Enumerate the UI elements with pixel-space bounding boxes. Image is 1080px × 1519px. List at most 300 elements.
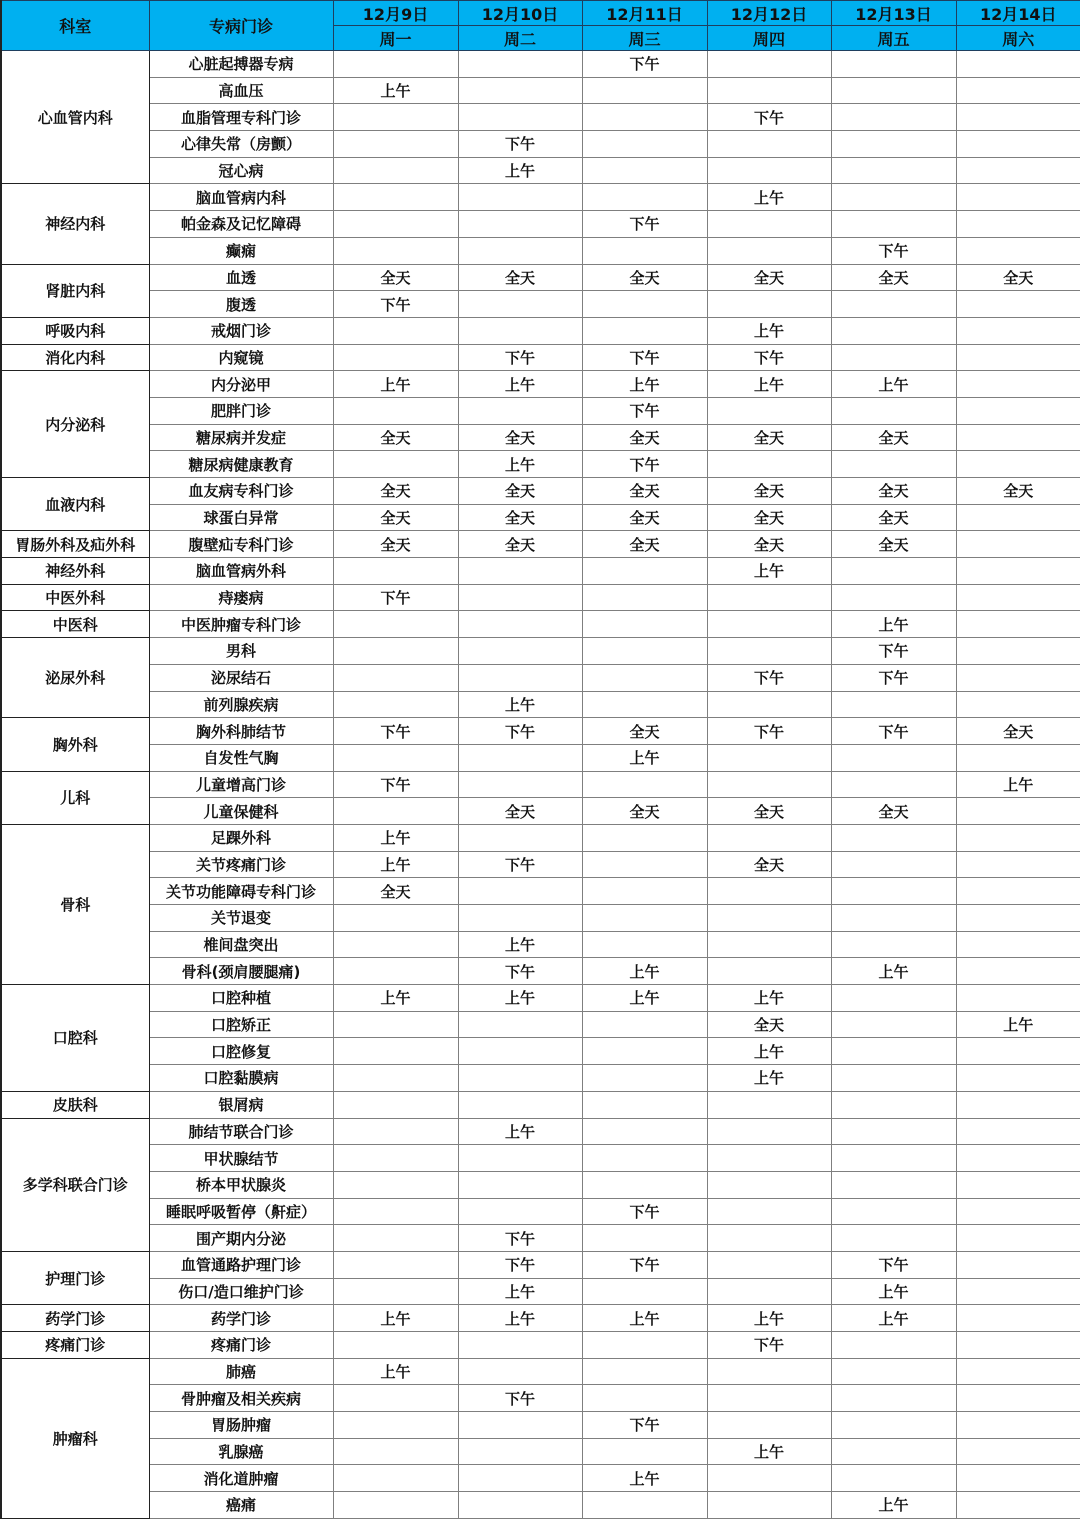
schedule-cell — [333, 611, 458, 638]
table-row — [1, 718, 1080, 745]
schedule-cell — [707, 237, 831, 264]
clinic-name-cell: 桥本甲状腺炎 — [149, 1171, 333, 1198]
schedule-cell: 全天 — [458, 531, 582, 558]
schedule-cell: 下午 — [458, 718, 582, 745]
clinic-name-cell: 血透 — [149, 264, 333, 291]
schedule-cell — [707, 1492, 831, 1519]
table-row — [1, 1198, 1080, 1225]
schedule-cell — [956, 558, 1080, 585]
schedule-cell — [333, 744, 458, 771]
schedule-cell — [956, 131, 1080, 158]
schedule-cell — [956, 51, 1080, 78]
schedule-cell — [956, 584, 1080, 611]
schedule-cell — [333, 558, 458, 585]
department-cell: 消化内科 — [1, 344, 149, 371]
table-row — [1, 958, 1080, 985]
table-row — [1, 1225, 1080, 1252]
schedule-cell — [458, 558, 582, 585]
schedule-cell — [831, 931, 956, 958]
schedule-cell — [956, 1332, 1080, 1359]
clinic-column-header: 专病门诊 — [149, 1, 333, 51]
schedule-cell: 全天 — [582, 531, 707, 558]
schedule-cell: 全天 — [831, 504, 956, 531]
schedule-cell — [333, 1492, 458, 1519]
schedule-cell — [956, 1091, 1080, 1118]
schedule-cell — [956, 1385, 1080, 1412]
schedule-cell — [707, 638, 831, 665]
schedule-cell — [458, 1438, 582, 1465]
table-row — [1, 1358, 1080, 1385]
clinic-name-cell: 胃肠肿瘤 — [149, 1412, 333, 1439]
schedule-cell — [582, 691, 707, 718]
schedule-cell — [333, 638, 458, 665]
clinic-name-cell: 乳腺癌 — [149, 1438, 333, 1465]
schedule-cell — [956, 744, 1080, 771]
schedule-cell — [582, 1332, 707, 1359]
schedule-cell — [956, 1198, 1080, 1225]
schedule-cell: 上午 — [333, 77, 458, 104]
schedule-cell — [831, 1465, 956, 1492]
department-cell: 神经内科 — [1, 184, 149, 264]
schedule-cell: 上午 — [707, 558, 831, 585]
schedule-cell — [582, 1171, 707, 1198]
schedule-cell: 下午 — [582, 1251, 707, 1278]
schedule-cell — [582, 1225, 707, 1252]
schedule-cell — [458, 1465, 582, 1492]
schedule-cell — [458, 905, 582, 932]
clinic-name-cell: 药学门诊 — [149, 1305, 333, 1332]
schedule-cell: 下午 — [458, 344, 582, 371]
schedule-cell: 上午 — [831, 1278, 956, 1305]
schedule-cell — [458, 184, 582, 211]
schedule-cell — [582, 1065, 707, 1092]
clinic-name-cell: 腹壁疝专科门诊 — [149, 531, 333, 558]
weekday-header: 周四 — [707, 26, 831, 51]
schedule-cell: 下午 — [458, 851, 582, 878]
schedule-cell — [582, 611, 707, 638]
schedule-cell — [956, 397, 1080, 424]
schedule-cell — [956, 611, 1080, 638]
schedule-cell: 上午 — [458, 157, 582, 184]
schedule-cell: 下午 — [831, 237, 956, 264]
schedule-cell — [458, 638, 582, 665]
schedule-cell — [707, 1358, 831, 1385]
table-row — [1, 851, 1080, 878]
schedule-cell — [707, 131, 831, 158]
schedule-cell — [831, 558, 956, 585]
schedule-cell — [582, 905, 707, 932]
schedule-cell — [831, 1385, 956, 1412]
date-header: 12月12日 — [707, 1, 831, 26]
clinic-name-cell: 心脏起搏器专病 — [149, 51, 333, 78]
schedule-cell — [707, 905, 831, 932]
schedule-cell — [458, 744, 582, 771]
date-header: 12月11日 — [582, 1, 707, 26]
schedule-cell — [707, 1251, 831, 1278]
table-row — [1, 878, 1080, 905]
schedule-cell — [831, 104, 956, 131]
schedule-cell — [582, 1091, 707, 1118]
schedule-cell: 下午 — [582, 1198, 707, 1225]
schedule-cell — [333, 157, 458, 184]
schedule-cell — [582, 77, 707, 104]
schedule-cell — [956, 1251, 1080, 1278]
schedule-cell — [707, 157, 831, 184]
schedule-cell — [707, 397, 831, 424]
schedule-cell: 上午 — [582, 1465, 707, 1492]
schedule-cell: 下午 — [582, 1412, 707, 1439]
schedule-cell: 上午 — [333, 371, 458, 398]
schedule-cell — [831, 211, 956, 238]
schedule-cell — [956, 1412, 1080, 1439]
schedule-cell: 全天 — [458, 424, 582, 451]
schedule-cell: 全天 — [582, 264, 707, 291]
clinic-name-cell: 痔瘘病 — [149, 584, 333, 611]
clinic-name-cell: 男科 — [149, 638, 333, 665]
schedule-cell — [707, 1198, 831, 1225]
schedule-cell — [582, 1358, 707, 1385]
schedule-cell — [831, 1011, 956, 1038]
department-cell: 骨科 — [1, 824, 149, 984]
schedule-cell: 上午 — [831, 611, 956, 638]
schedule-cell — [956, 237, 1080, 264]
schedule-cell: 下午 — [333, 291, 458, 318]
schedule-cell: 上午 — [333, 824, 458, 851]
clinic-name-cell: 关节疼痛门诊 — [149, 851, 333, 878]
schedule-cell: 全天 — [458, 478, 582, 505]
clinic-name-cell: 帕金森及记忆障碍 — [149, 211, 333, 238]
schedule-cell — [707, 824, 831, 851]
schedule-cell: 下午 — [707, 104, 831, 131]
clinic-name-cell: 内分泌甲 — [149, 371, 333, 398]
schedule-cell — [707, 744, 831, 771]
clinic-name-cell: 前列腺疾病 — [149, 691, 333, 718]
schedule-cell — [458, 1171, 582, 1198]
clinic-name-cell: 睡眠呼吸暂停（鼾症） — [149, 1198, 333, 1225]
schedule-cell: 上午 — [831, 371, 956, 398]
schedule-cell — [831, 905, 956, 932]
schedule-cell: 上午 — [458, 985, 582, 1012]
schedule-cell: 上午 — [582, 371, 707, 398]
clinic-name-cell: 冠心病 — [149, 157, 333, 184]
schedule-cell — [333, 798, 458, 825]
schedule-cell — [582, 1145, 707, 1172]
schedule-cell: 上午 — [831, 1305, 956, 1332]
table-row — [1, 1038, 1080, 1065]
schedule-cell — [333, 1332, 458, 1359]
date-header: 12月9日 — [333, 1, 458, 26]
schedule-cell — [582, 184, 707, 211]
schedule-cell — [707, 1145, 831, 1172]
department-cell: 疼痛门诊 — [1, 1332, 149, 1359]
schedule-cell: 全天 — [582, 798, 707, 825]
schedule-cell — [956, 691, 1080, 718]
schedule-cell: 上午 — [831, 958, 956, 985]
schedule-cell: 上午 — [458, 931, 582, 958]
schedule-cell — [582, 558, 707, 585]
schedule-cell: 全天 — [956, 478, 1080, 505]
schedule-cell — [458, 51, 582, 78]
schedule-cell: 上午 — [707, 1038, 831, 1065]
department-cell: 皮肤科 — [1, 1091, 149, 1118]
schedule-cell: 上午 — [333, 851, 458, 878]
table-row — [1, 77, 1080, 104]
schedule-cell: 全天 — [333, 504, 458, 531]
schedule-cell: 全天 — [707, 798, 831, 825]
schedule-cell — [458, 1145, 582, 1172]
schedule-cell — [458, 1011, 582, 1038]
schedule-cell: 全天 — [458, 264, 582, 291]
table-row — [1, 237, 1080, 264]
schedule-cell — [333, 905, 458, 932]
clinic-name-cell: 儿童增高门诊 — [149, 771, 333, 798]
clinic-name-cell: 癌痛 — [149, 1492, 333, 1519]
schedule-cell — [831, 291, 956, 318]
schedule-cell — [956, 1038, 1080, 1065]
schedule-cell — [707, 584, 831, 611]
schedule-cell: 上午 — [956, 1011, 1080, 1038]
schedule-cell — [831, 451, 956, 478]
schedule-cell: 全天 — [707, 424, 831, 451]
schedule-cell — [458, 824, 582, 851]
table-row — [1, 1065, 1080, 1092]
schedule-cell: 全天 — [956, 264, 1080, 291]
schedule-cell — [333, 1225, 458, 1252]
schedule-cell: 上午 — [707, 184, 831, 211]
schedule-cell: 全天 — [831, 798, 956, 825]
schedule-cell — [458, 878, 582, 905]
schedule-cell — [333, 451, 458, 478]
schedule-cell — [707, 958, 831, 985]
department-cell: 肾脏内科 — [1, 264, 149, 317]
schedule-cell — [333, 1412, 458, 1439]
schedule-cell — [582, 317, 707, 344]
department-cell: 胃肠外科及疝外科 — [1, 531, 149, 558]
clinic-name-cell: 泌尿结石 — [149, 664, 333, 691]
schedule-cell: 下午 — [582, 51, 707, 78]
schedule-cell — [582, 291, 707, 318]
schedule-cell — [333, 344, 458, 371]
schedule-cell: 上午 — [333, 985, 458, 1012]
schedule-cell — [582, 131, 707, 158]
schedule-cell: 全天 — [333, 531, 458, 558]
schedule-cell — [333, 397, 458, 424]
table-row — [1, 985, 1080, 1012]
table-row — [1, 131, 1080, 158]
schedule-cell: 全天 — [831, 478, 956, 505]
schedule-cell: 全天 — [831, 264, 956, 291]
schedule-cell — [956, 77, 1080, 104]
table-row — [1, 531, 1080, 558]
schedule-cell: 上午 — [333, 1305, 458, 1332]
schedule-cell — [582, 931, 707, 958]
clinic-name-cell: 足踝外科 — [149, 824, 333, 851]
clinic-name-cell: 糖尿病并发症 — [149, 424, 333, 451]
schedule-cell — [956, 371, 1080, 398]
schedule-cell — [458, 317, 582, 344]
schedule-cell — [707, 1465, 831, 1492]
schedule-cell — [956, 1065, 1080, 1092]
schedule-cell — [831, 1038, 956, 1065]
schedule-cell — [582, 1278, 707, 1305]
schedule-cell — [707, 51, 831, 78]
clinic-name-cell: 球蛋白异常 — [149, 504, 333, 531]
schedule-cell: 上午 — [707, 317, 831, 344]
schedule-cell — [956, 1171, 1080, 1198]
table-row — [1, 1385, 1080, 1412]
table-row — [1, 451, 1080, 478]
schedule-cell — [333, 1198, 458, 1225]
department-cell: 中医科 — [1, 611, 149, 638]
table-row — [1, 664, 1080, 691]
schedule-cell — [956, 424, 1080, 451]
schedule-cell — [831, 131, 956, 158]
schedule-cell — [333, 1118, 458, 1145]
table-row — [1, 744, 1080, 771]
department-cell: 胸外科 — [1, 718, 149, 771]
schedule-cell — [956, 638, 1080, 665]
schedule-cell — [831, 878, 956, 905]
schedule-cell — [333, 664, 458, 691]
schedule-cell — [582, 157, 707, 184]
clinic-name-cell: 肺癌 — [149, 1358, 333, 1385]
clinic-name-cell: 口腔矫正 — [149, 1011, 333, 1038]
clinic-name-cell: 骨肿瘤及相关疾病 — [149, 1385, 333, 1412]
schedule-cell — [831, 744, 956, 771]
schedule-cell: 上午 — [458, 1305, 582, 1332]
clinic-name-cell: 血管通路护理门诊 — [149, 1251, 333, 1278]
schedule-cell — [956, 211, 1080, 238]
schedule-cell — [458, 1412, 582, 1439]
schedule-cell: 全天 — [582, 504, 707, 531]
table-row — [1, 1091, 1080, 1118]
schedule-cell — [582, 237, 707, 264]
table-row — [1, 184, 1080, 211]
schedule-cell — [458, 211, 582, 238]
schedule-cell: 上午 — [458, 691, 582, 718]
schedule-cell — [582, 771, 707, 798]
table-row — [1, 771, 1080, 798]
schedule-cell — [707, 878, 831, 905]
schedule-cell — [956, 504, 1080, 531]
clinic-name-cell: 椎间盘突出 — [149, 931, 333, 958]
clinic-name-cell: 内窥镜 — [149, 344, 333, 371]
table-row — [1, 504, 1080, 531]
schedule-cell: 上午 — [707, 371, 831, 398]
schedule-cell — [707, 1225, 831, 1252]
schedule-cell — [582, 1011, 707, 1038]
schedule-cell: 上午 — [582, 744, 707, 771]
clinic-name-cell: 银屑病 — [149, 1091, 333, 1118]
clinic-name-cell: 糖尿病健康教育 — [149, 451, 333, 478]
schedule-cell — [956, 1358, 1080, 1385]
department-cell: 多学科联合门诊 — [1, 1118, 149, 1251]
schedule-cell — [831, 584, 956, 611]
table-row — [1, 691, 1080, 718]
clinic-name-cell: 口腔种植 — [149, 985, 333, 1012]
weekday-header: 周五 — [831, 26, 956, 51]
schedule-cell: 下午 — [333, 718, 458, 745]
schedule-cell: 下午 — [707, 344, 831, 371]
department-cell: 神经外科 — [1, 558, 149, 585]
schedule-cell — [707, 1278, 831, 1305]
schedule-cell — [333, 51, 458, 78]
schedule-cell — [831, 851, 956, 878]
schedule-cell: 上午 — [831, 1492, 956, 1519]
schedule-cell — [582, 1492, 707, 1519]
clinic-name-cell: 消化道肿瘤 — [149, 1465, 333, 1492]
schedule-cell: 上午 — [707, 1065, 831, 1092]
schedule-cell — [831, 985, 956, 1012]
schedule-cell — [582, 824, 707, 851]
schedule-cell — [333, 184, 458, 211]
schedule-cell — [333, 131, 458, 158]
schedule-cell: 全天 — [458, 798, 582, 825]
schedule-cell — [831, 1358, 956, 1385]
schedule-cell: 下午 — [458, 1385, 582, 1412]
clinic-name-cell: 儿童保健科 — [149, 798, 333, 825]
table-row — [1, 611, 1080, 638]
clinic-name-cell: 关节功能障碍专科门诊 — [149, 878, 333, 905]
schedule-cell — [707, 1171, 831, 1198]
clinic-name-cell: 自发性气胸 — [149, 744, 333, 771]
schedule-cell: 全天 — [333, 424, 458, 451]
schedule-cell: 下午 — [707, 718, 831, 745]
schedule-cell — [707, 1385, 831, 1412]
schedule-cell: 下午 — [582, 344, 707, 371]
department-cell: 口腔科 — [1, 985, 149, 1092]
schedule-cell: 下午 — [333, 584, 458, 611]
schedule-cell — [582, 664, 707, 691]
schedule-cell: 全天 — [707, 504, 831, 531]
table-row — [1, 931, 1080, 958]
schedule-cell: 全天 — [333, 878, 458, 905]
schedule-cell: 上午 — [582, 958, 707, 985]
table-row — [1, 1412, 1080, 1439]
schedule-cell — [458, 104, 582, 131]
schedule-cell — [956, 985, 1080, 1012]
department-cell: 内分泌科 — [1, 371, 149, 478]
schedule-cell — [333, 1251, 458, 1278]
table-row — [1, 157, 1080, 184]
schedule-cell — [582, 1438, 707, 1465]
department-cell: 心血管内科 — [1, 51, 149, 184]
clinic-name-cell: 疼痛门诊 — [149, 1332, 333, 1359]
schedule-cell — [831, 1225, 956, 1252]
table-row — [1, 1438, 1080, 1465]
schedule-cell: 下午 — [582, 211, 707, 238]
clinic-name-cell: 口腔黏膜病 — [149, 1065, 333, 1092]
table-row — [1, 1278, 1080, 1305]
schedule-cell: 下午 — [831, 1251, 956, 1278]
schedule-cell — [333, 237, 458, 264]
schedule-cell — [333, 1011, 458, 1038]
date-header: 12月13日 — [831, 1, 956, 26]
schedule-cell — [582, 1118, 707, 1145]
table-row — [1, 264, 1080, 291]
department-cell: 血液内科 — [1, 478, 149, 531]
department-cell: 药学门诊 — [1, 1305, 149, 1332]
table-row — [1, 211, 1080, 238]
schedule-cell — [707, 211, 831, 238]
schedule-cell — [582, 638, 707, 665]
table-row — [1, 1011, 1080, 1038]
clinic-name-cell: 心律失常（房颤） — [149, 131, 333, 158]
schedule-cell — [333, 1465, 458, 1492]
schedule-cell: 下午 — [831, 664, 956, 691]
schedule-cell: 下午 — [707, 1332, 831, 1359]
schedule-cell: 上午 — [707, 985, 831, 1012]
